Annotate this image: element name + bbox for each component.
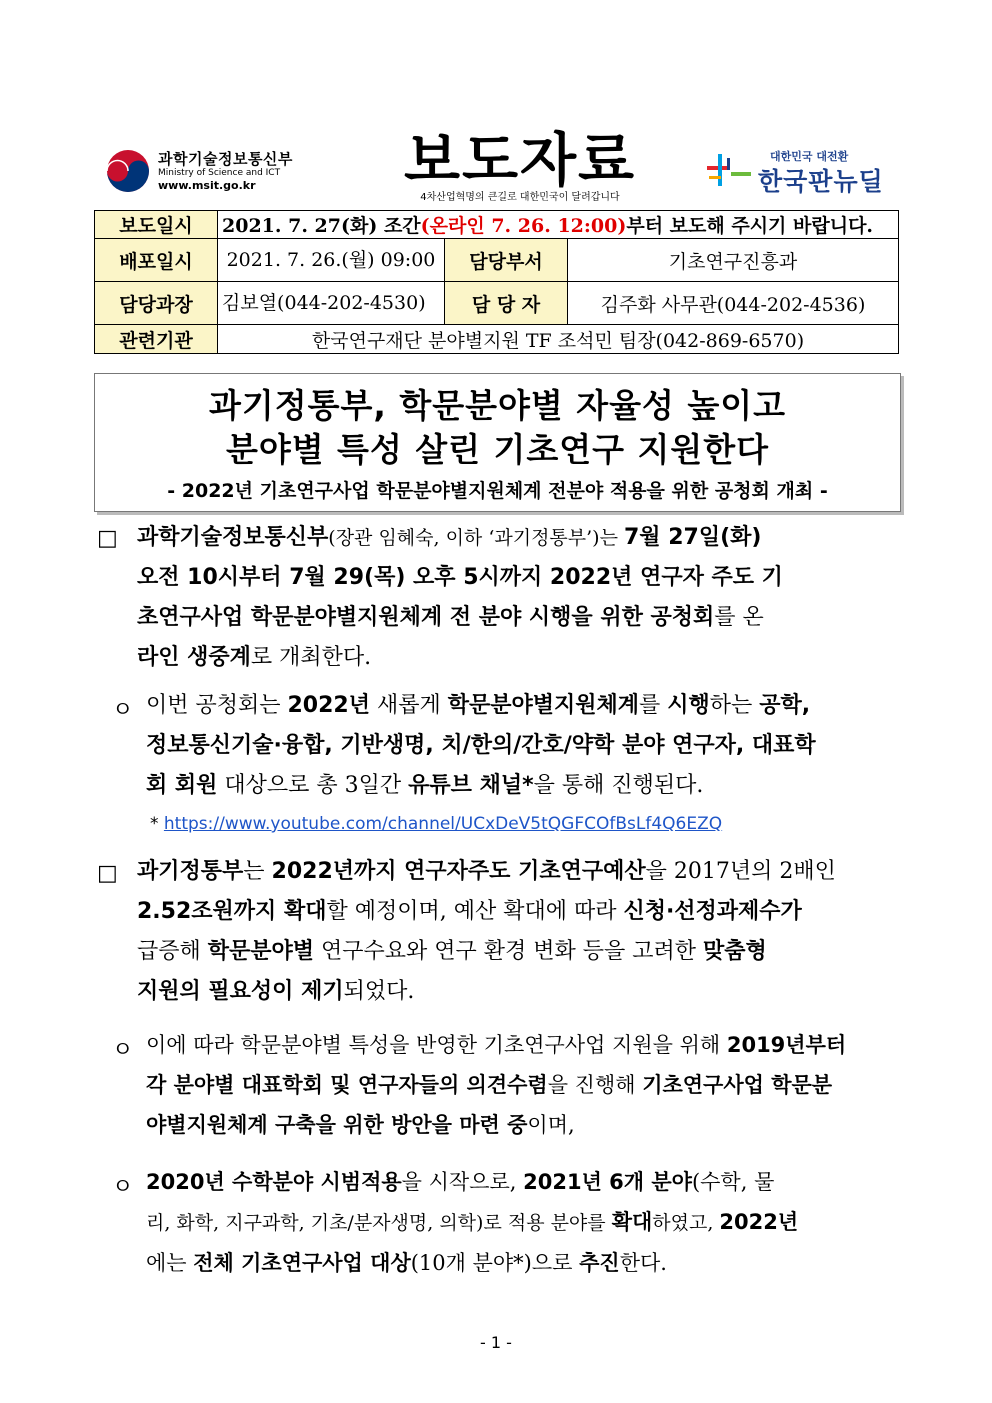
ministry-url: www.msit.go.kr xyxy=(158,179,256,192)
paragraph-2 xyxy=(146,686,899,806)
paragraph-line: 초연구사업 학문분야별지원체계 전 분야 시행을 위한 공청회를 온 xyxy=(137,605,764,630)
headline-line-2: 분야별 특성 살린 기초연구 지원한다 xyxy=(225,430,770,469)
paragraph-line: 지원의 필요성이 제기되었다. xyxy=(137,979,415,1004)
paragraph-3 xyxy=(137,852,899,1012)
paragraph-line: 이번 공청회는 2022년 새롭게 학문분야별지원체계를 시행하는 공학, xyxy=(146,693,811,718)
new-deal-name: 한국판뉴딜 xyxy=(758,167,884,196)
korean-new-deal-logo-icon xyxy=(703,150,755,190)
circle-bullet: ㅇ xyxy=(112,698,134,723)
subheadline: - 2022년 기초연구사업 학문분야별지원체계 전분야 적용을 위한 공청회 개최 - xyxy=(167,480,828,502)
page-title: 보도자료 xyxy=(403,126,637,194)
paragraph-line: 회 회원 대상으로 총 3일간 유튜브 채널*을 통해 진행된다. xyxy=(146,773,704,798)
table-row xyxy=(95,239,899,282)
distribution-date-value: 2021. 7. 26.(월) 09:00 xyxy=(218,239,445,282)
release-date-value xyxy=(218,211,899,239)
circle-bullet: ㅇ xyxy=(112,1038,134,1063)
paragraph-line: 야별지원체계 구축을 위한 방안을 마련 중이며, xyxy=(146,1113,575,1137)
paragraph-line: 정보통신기술·융합, 기반생명, 치/한의/간호/약학 분야 연구자, 대표학 xyxy=(146,733,816,758)
manager-value: 김보열(044-202-4530) xyxy=(218,282,445,325)
ministry-block xyxy=(158,150,293,193)
table-row xyxy=(95,282,899,325)
tagline: 4차산업혁명의 큰길로 대한민국이 달려갑니다 xyxy=(420,192,620,203)
ministry-name: 과학기술정보통신부 xyxy=(158,150,293,168)
paragraph-line: 각 분야별 대표학회 및 연구자들의 의견수렴을 진행해 기초연구사업 학문분 xyxy=(146,1073,833,1097)
release-date-label: 보도일시 xyxy=(95,211,218,239)
release-date-request: 부터 보도해 주시기 바랍니다. xyxy=(626,215,874,237)
headline-box xyxy=(94,373,901,512)
youtube-channel-link[interactable]: https://www.youtube.com/channel/UCxDeV5tQGFCOfBsLf4Q6EZQ xyxy=(163,814,723,834)
square-bullet: □ xyxy=(97,526,118,551)
related-org-label: 관련기관 xyxy=(95,325,218,354)
paragraph-line: 2.52조원까지 확대할 예정이며, 예산 확대에 따라 신청·선정과제수가 xyxy=(137,899,802,924)
ministry-english-name: Ministry of Science and ICT xyxy=(158,168,281,178)
department-value: 기초연구진흥과 xyxy=(568,239,899,282)
paragraph-line: 이에 따라 학문분야별 특성을 반영한 기초연구사업 지원을 위해 2019년부터 xyxy=(146,1033,847,1057)
paragraph-line: 라인 생중계로 개최한다. xyxy=(137,645,372,670)
headline-line-1: 과기정통부, 학문분야별 자율성 높이고 xyxy=(208,386,787,425)
department-label: 담당부서 xyxy=(445,239,568,282)
table-row xyxy=(95,211,899,239)
ministry-emblem-icon xyxy=(105,148,151,194)
paragraph-line: 과기정통부는 2022년까지 연구자주도 기초연구예산을 2017년의 2배인 xyxy=(137,859,836,884)
paragraph-line: 오전 10시부터 7월 29(목) 오후 5시까지 2022년 연구자 주도 기 xyxy=(137,565,783,590)
paragraph-1 xyxy=(137,518,899,678)
paragraph-4 xyxy=(146,1025,899,1145)
release-date-main: 2021. 7. 27(화) 조간 xyxy=(222,215,421,237)
table-row xyxy=(95,325,899,354)
paragraph-line: 급증해 학문분야별 연구수요와 연구 환경 변화 등을 고려한 맞춤형 xyxy=(137,939,767,964)
staff-value: 김주화 사무관(044-202-4536) xyxy=(568,282,899,325)
paragraph-line: 에는 전체 기초연구사업 대상(10개 분야*)으로 추진한다. xyxy=(146,1251,667,1275)
circle-bullet: ㅇ xyxy=(112,1175,134,1200)
square-bullet: □ xyxy=(97,861,118,886)
paragraph-line: 과학기술정보통신부(장관 임혜숙, 이하 ‘과기정통부’)는 7월 27일(화) xyxy=(137,525,762,550)
manager-label: 담당과장 xyxy=(95,282,218,325)
page-number: - 1 - xyxy=(480,1333,512,1352)
footnote xyxy=(150,814,722,834)
new-deal-slogan: 대한민국 대전환 xyxy=(770,150,849,163)
distribution-date-label: 배포일시 xyxy=(95,239,218,282)
paragraph-line: 2020년 수학분야 시범적용을 시작으로, 2021년 6개 분야(수학, 물 xyxy=(146,1170,775,1194)
release-info-table xyxy=(94,210,899,354)
paragraph-line: 리, 화학, 지구과학, 기초/분자생명, 의학)로 적용 분야를 확대하였고, 2022년 xyxy=(146,1210,799,1234)
related-org-value: 한국연구재단 분야별지원 TF 조석민 팀장(042-869-6570) xyxy=(218,325,899,354)
paragraph-5 xyxy=(146,1162,899,1283)
footnote-mark: * xyxy=(150,814,159,834)
release-date-online: (온라인 7. 26. 12:00) xyxy=(420,215,627,237)
staff-label: 담 당 자 xyxy=(445,282,568,325)
